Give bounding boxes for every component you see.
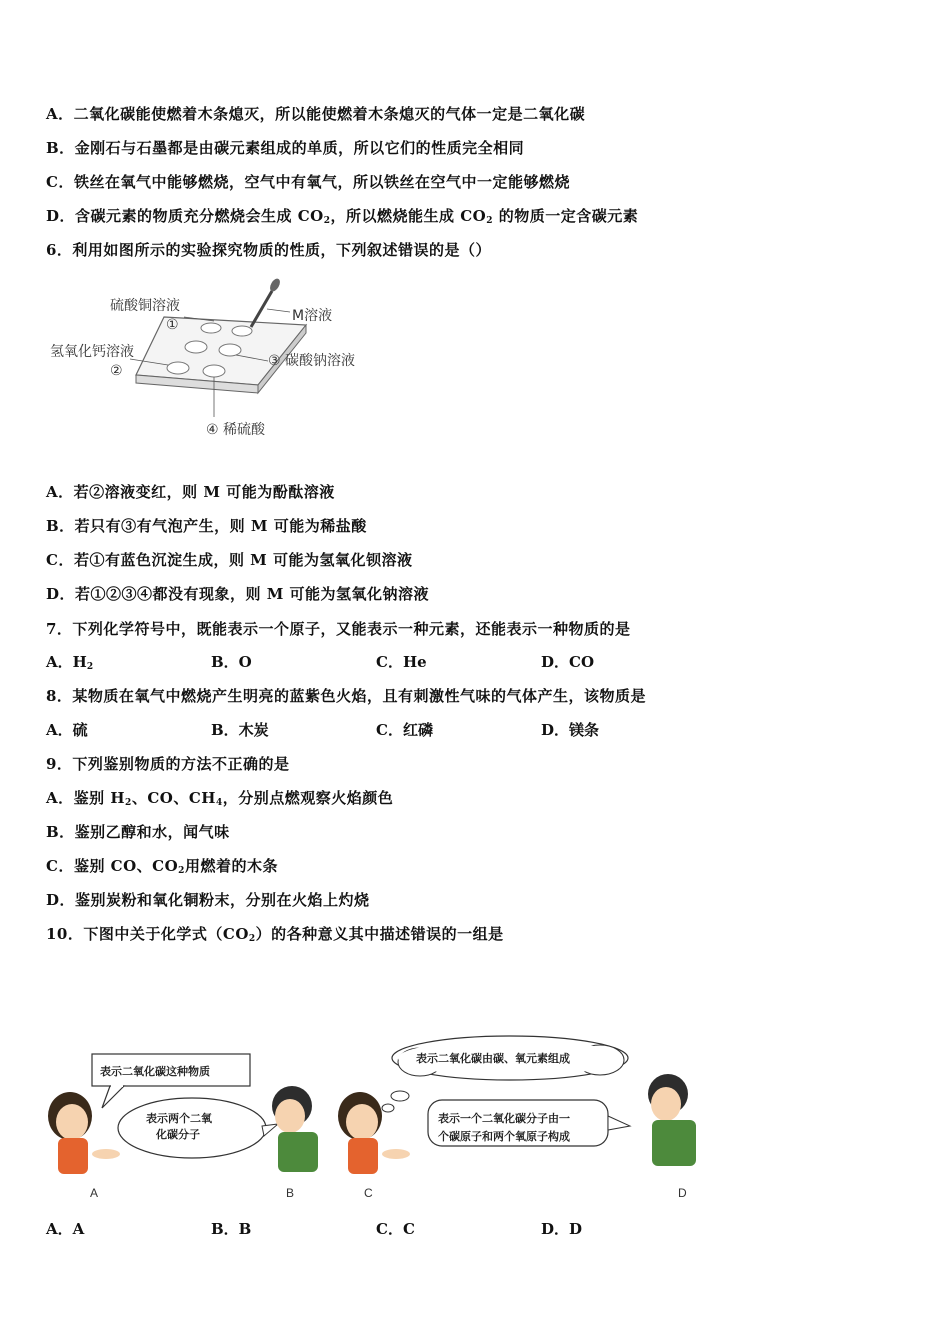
q8-option-c: C．红磷 — [376, 721, 433, 739]
q5-option-a: A．二氧化碳能使燃着木条熄灭，所以能使燃着木条熄灭的气体一定是二氧化碳 — [46, 105, 586, 123]
q8-stem: 8．某物质在氧气中燃烧产生明亮的蓝紫色火焰，且有刺激性气味的气体产生，该物质是 — [46, 687, 646, 705]
q8-option-d: D．镁条 — [541, 721, 600, 739]
q7-stem: 7．下列化学符号中，既能表示一个原子，又能表示一种元素，还能表示一种物质的是 — [46, 620, 631, 638]
q9-option-a: A．鉴别 $H_2$、CO、$CH_4$，分别点燃观察火焰颜色 — [46, 789, 394, 808]
bubble-b-text-1: 表示两个二氧 — [146, 1112, 212, 1125]
bubble-c-text: 表示二氧化碳由碳、氧元素组成 — [416, 1052, 570, 1065]
q6-option-c: C．若①有蓝色沉淀生成，则 M 可能为氢氧化钡溶液 — [46, 551, 413, 569]
figure-letter-b: B — [286, 1186, 295, 1200]
label-m-solution: M溶液 — [292, 308, 333, 324]
bubble-b-text-2: 化碳分子 — [156, 1128, 200, 1141]
boy-d-figure — [648, 1074, 696, 1166]
label-calcium-hydroxide: 氢氧化钙溶液 — [50, 344, 134, 360]
q9-option-d: D．鉴别炭粉和氧化铜粉末，分别在火焰上灼烧 — [46, 891, 370, 909]
q8-option-a: A．硫 — [46, 721, 88, 739]
q8-option-b: B．木炭 — [211, 721, 269, 739]
boy-b-figure — [272, 1086, 318, 1172]
q10-option-b: B．B — [211, 1220, 252, 1238]
figure-letter-d: D — [678, 1186, 687, 1200]
q5-option-c: C．铁丝在氧气中能够燃烧，空气中有氧气，所以铁丝在空气中一定能够燃烧 — [46, 173, 570, 191]
q7-option-b: B．O — [211, 653, 252, 671]
label-dilute-sulfuric-acid: ④ 稀硫酸 — [206, 422, 266, 438]
q5-option-b: B．金刚石与石墨都是由碳元素组成的单质，所以它们的性质完全相同 — [46, 139, 525, 157]
figure-letter-a: A — [90, 1186, 99, 1200]
q6-stem: 6．利用如图所示的实验探究物质的性质，下列叙述错误的是（） — [46, 241, 491, 259]
girl-c-figure — [338, 1092, 410, 1174]
q9-stem: 9．下列鉴别物质的方法不正确的是 — [46, 755, 290, 773]
q6-option-b: B．若只有③有气泡产生，则 M 可能为稀盐酸 — [46, 517, 367, 535]
bubble-d-text-2: 个碳原子和两个氧原子构成 — [438, 1130, 570, 1143]
label-well-2: ② — [110, 363, 123, 379]
label-copper-sulfate: 硫酸铜溶液 — [110, 298, 180, 314]
q10-option-a: A．A — [46, 1220, 85, 1238]
q10-option-c: C．C — [376, 1220, 415, 1238]
q10-option-d: D．D — [541, 1220, 583, 1238]
bubble-a-text: 表示二氧化碳这种物质 — [100, 1065, 210, 1078]
q10-stem: 10．下图中关于化学式$(CO_2)$的各种意义其中描述错误的一组是 — [46, 925, 504, 944]
q7-option-a: A．$H_2$ — [46, 653, 94, 672]
q6-option-a: A．若②溶液变红，则 M 可能为酚酞溶液 — [46, 483, 335, 501]
q9-option-c: C．鉴别 CO、$CO_2$用燃着的木条 — [46, 857, 278, 876]
q10-figure — [40, 1030, 720, 1205]
q9-option-b: B．鉴别乙醇和水，闻气味 — [46, 823, 230, 841]
q5-option-d: D．含碳元素的物质充分燃烧会生成 $CO_2$，所以燃烧能生成 $CO_2$ 的物质一定含碳元素 — [46, 207, 639, 226]
q6-figure — [46, 275, 396, 445]
label-sodium-carbonate: ③ 碳酸钠溶液 — [268, 353, 356, 369]
bubble-d-text-1: 表示一个二氧化碳分子由一 — [438, 1112, 570, 1125]
girl-a-figure — [48, 1092, 120, 1174]
q7-option-d: D．CO — [541, 653, 595, 671]
q7-option-c: C．He — [376, 653, 427, 671]
label-well-1: ① — [166, 317, 179, 333]
figure-letter-c: C — [364, 1186, 373, 1200]
cartoon-dialog-illustration — [40, 1030, 720, 1205]
q6-option-d: D．若①②③④都没有现象，则 M 可能为氢氧化钠溶液 — [46, 585, 430, 603]
